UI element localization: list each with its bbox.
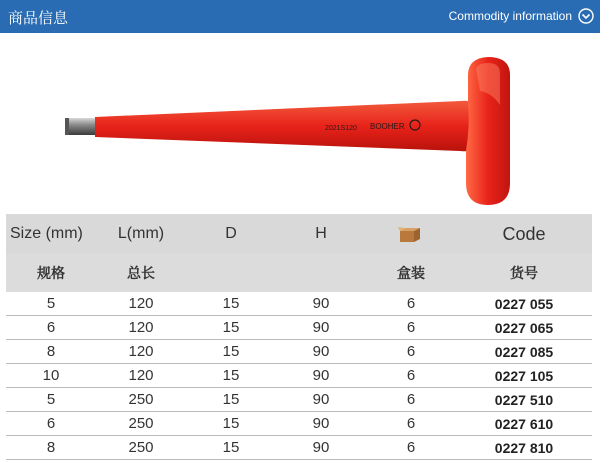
commodity-info-link[interactable] <box>449 8 594 24</box>
header-size-cn: 规格 <box>37 266 65 282</box>
cell-length: 250 <box>128 439 154 456</box>
cell-h: 90 <box>312 415 330 432</box>
table-header-cn <box>6 254 592 292</box>
cell-length: 120 <box>128 319 154 336</box>
table-row <box>6 292 592 316</box>
cell-code: 0227 055 <box>494 295 554 312</box>
chevron-down-circle-icon <box>578 8 594 24</box>
cell-size: 5 <box>46 295 56 312</box>
header-size: Size (mm) <box>10 225 83 242</box>
cell-box: 6 <box>406 439 416 456</box>
header-length: L(mm) <box>117 225 165 242</box>
brand-text: BOOHER <box>370 122 405 131</box>
header-box-cn: 盒装 <box>397 266 425 282</box>
cell-size: 8 <box>46 439 56 456</box>
cell-box: 6 <box>406 367 416 384</box>
table-row <box>6 388 592 412</box>
cell-d: 15 <box>222 415 240 432</box>
cell-size: 6 <box>46 319 56 336</box>
table-row <box>6 364 592 388</box>
cell-h: 90 <box>312 367 330 384</box>
cell-h: 90 <box>312 343 330 360</box>
cell-h: 90 <box>312 319 330 336</box>
header-d: D <box>225 225 237 242</box>
cell-code: 0227 105 <box>494 367 554 384</box>
carton-box-icon <box>397 225 425 243</box>
cell-d: 15 <box>222 343 240 360</box>
cell-box: 6 <box>406 295 416 312</box>
cell-d: 15 <box>222 391 240 408</box>
table-row <box>6 436 592 460</box>
cell-box: 6 <box>406 415 416 432</box>
table-body <box>6 292 592 460</box>
cell-h: 90 <box>312 439 330 456</box>
cell-d: 15 <box>222 319 240 336</box>
cell-code: 0227 510 <box>494 391 554 408</box>
cell-h: 90 <box>312 295 330 312</box>
section-title-cn: 商品信息 <box>8 9 69 27</box>
cell-length: 250 <box>128 391 154 408</box>
cell-code: 0227 065 <box>494 319 554 336</box>
cell-d: 15 <box>222 295 240 312</box>
table-header-en <box>6 214 592 254</box>
cell-code: 0227 610 <box>494 415 554 432</box>
header-box <box>366 225 456 243</box>
header-code-cn: 货号 <box>510 266 538 282</box>
cell-length: 120 <box>128 367 154 384</box>
header-code: Code <box>502 223 546 244</box>
cell-size: 6 <box>46 415 56 432</box>
t-handle-hex-key-icon <box>0 33 600 210</box>
header-h: H <box>315 225 327 242</box>
cell-d: 15 <box>222 439 240 456</box>
cell-code: 0227 810 <box>494 439 554 456</box>
cell-size: 10 <box>42 367 60 384</box>
handle-text: 2021S120 <box>325 125 357 132</box>
cell-box: 6 <box>406 343 416 360</box>
cell-length: 120 <box>128 343 154 360</box>
section-title-en: Commodity information <box>448 9 572 23</box>
section-header <box>0 0 600 33</box>
table-row <box>6 340 592 364</box>
cell-h: 90 <box>312 391 330 408</box>
cell-box: 6 <box>406 391 416 408</box>
table-row <box>6 316 592 340</box>
header-length-cn: 总长 <box>127 266 155 282</box>
cell-d: 15 <box>222 367 240 384</box>
cell-length: 120 <box>128 295 154 312</box>
cell-code: 0227 085 <box>494 343 554 360</box>
cell-length: 250 <box>128 415 154 432</box>
cell-size: 5 <box>46 391 56 408</box>
table-row <box>6 412 592 436</box>
spec-table <box>6 214 592 460</box>
cell-size: 8 <box>46 343 56 360</box>
cell-box: 6 <box>406 319 416 336</box>
